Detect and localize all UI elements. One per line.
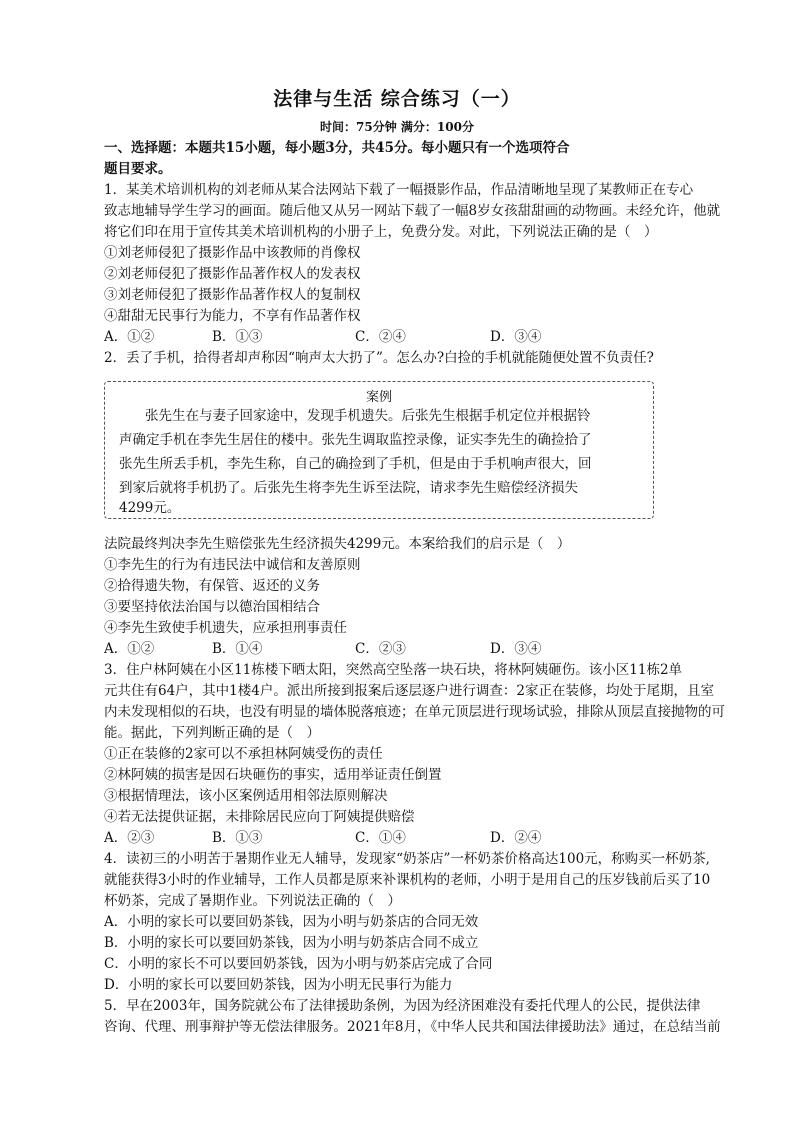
case-box [104, 381, 654, 519]
q3-option-b[interactable]: B．①③ [212, 830, 263, 846]
q5-stem-line: 咨询、代理、刑事辩护等无偿法律服务。2021年8月，《中华人民共和国法律援助法》通过，在总结当前 [104, 1019, 721, 1035]
case-text-line: 张先生所丢手机，李先生称，自己的确捡到了手机，但是由于手机响声很大，回 [119, 456, 592, 472]
q1-option-d[interactable]: D．③④ [490, 329, 542, 345]
q4-stem-line: 4．读初三的小明苦于暑期作业无人辅导，发现家“奶茶店”一杯奶茶价格高达100元，称购买一杯奶茶, [104, 851, 710, 867]
q1-item: ④甜甜无民事行为能力，不享有作品著作权 [104, 308, 361, 324]
q4-option-a[interactable]: A．小明的家长可以要回奶茶钱，因为小明与奶茶店的合同无效 [104, 914, 479, 930]
q1-option-b[interactable]: B．①③ [212, 329, 263, 345]
q4-option-c[interactable]: C．小明的家长不可以要回奶茶钱，因为小明与奶茶店完成了合同 [104, 956, 493, 972]
q3-item: ①正在装修的2家可以不承担林阿姨受伤的责任 [104, 746, 383, 762]
q2-item: ②拾得遗失物，有保管、返还的义务 [104, 578, 320, 594]
page-title: 法律与生活 综合练习（一） [273, 88, 521, 110]
q1-stem-line: 1．某美术培训机构的刘老师从某合法网站下载了一幅摄影作品，作品清晰地呈现了某教师正在专心 [104, 182, 694, 198]
q1-option-a[interactable]: A．①② [104, 329, 155, 345]
case-text-line: 张先生在与妻子回家途中，发现手机遗失。后张先生根据手机定位并根据铃 [145, 408, 591, 424]
q3-stem-line: 3．住户林阿姨在小区11栋楼下晒太阳，突然高空坠落一块石块，将林阿姨砸伤。该小区11栋2单 [104, 662, 683, 678]
q3-item: ②林阿姨的损害是因石块砸伤的事实，适用举证责任倒置 [104, 767, 442, 783]
section-heading-cont: 题目要求。 [104, 161, 172, 177]
q4-stem-line: 就能获得3小时的作业辅导，工作人员都是原来补课机构的老师，小明于是用自己的压岁钱前后买了10 [104, 872, 711, 888]
q1-item: ②刘老师侵犯了摄影作品著作权人的发表权 [104, 266, 361, 282]
case-text-line: 到家后就将手机扔了。后张先生将李先生诉至法院，请求李先生赔偿经济损失 [119, 480, 578, 496]
q3-option-c[interactable]: C．①④ [355, 830, 406, 846]
q2-option-d[interactable]: D．③④ [490, 641, 542, 657]
q4-option-b[interactable]: B．小明的家长可以要回奶茶钱，因为小明与奶茶店合同不成立 [104, 935, 479, 951]
q1-stem-line: 将它们印在用于宣传其美术培训机构的小册子上，免费分发。对此，下列说法正确的是（ ） [104, 224, 658, 240]
q1-item: ③刘老师侵犯了摄影作品著作权人的复制权 [104, 287, 361, 303]
q5-stem-line: 5．早在2003年，国务院就公布了法律援助条例，为因为经济困难没有委托代理人的公民，提供法律 [104, 998, 701, 1014]
case-title: 案例 [365, 390, 392, 405]
q2-item: ①李先生的行为有违民法中诚信和友善原则 [104, 557, 361, 573]
exam-time-score: 时间：75分钟 满分：100分 [320, 120, 474, 134]
q3-item: ③根据情理法，该小区案例适用相邻法原则解决 [104, 788, 388, 804]
q3-stem-line: 内未发现相似的石块，也没有明显的墙体脱落痕迹；在单元顶层进行现场试验，排除从顶层直接抛物的可 [104, 704, 725, 720]
q2-option-a[interactable]: A．①② [104, 641, 155, 657]
section-heading: 一、选择题：本题共15小题，每小题3分，共45分。每小题只有一个选项符合 [104, 140, 570, 156]
q2-option-c[interactable]: C．②③ [355, 641, 406, 657]
q3-option-d[interactable]: D．②④ [490, 830, 542, 846]
q1-item: ①刘老师侵犯了摄影作品中该教师的肖像权 [104, 245, 361, 261]
q4-stem-line: 杯奶茶，完成了暑期作业。下列说法正确的（ ） [104, 893, 401, 909]
q2-stem: 2．丢了手机，拾得者却声称因“响声太大扔了”。怎么办?白捡的手机就能随便处置不负责任? [104, 350, 654, 366]
q3-stem-line: 能。据此，下列判断正确的是（ ） [104, 725, 320, 741]
q2-item: ④李先生致使手机遗失，应承担刑事责任 [104, 620, 347, 636]
q2-item: ③要坚持依法治国与以德治国相结合 [104, 599, 320, 615]
q1-stem-line: 致志地辅导学生学习的画面。随后他又从另一网站下载了一幅8岁女孩甜甜画的动物画。未经允许，他就 [104, 203, 721, 219]
q1-option-c[interactable]: C．②④ [355, 329, 406, 345]
q2-after: 法院最终判决李先生赔偿张先生经济损失4299元。本案给我们的启示是（ ） [104, 536, 571, 552]
case-text-line: 4299元。 [119, 500, 181, 516]
q3-item: ④若无法提供证据，未排除居民应向丁阿姨提供赔偿 [104, 809, 415, 825]
q2-option-b[interactable]: B．①④ [212, 641, 263, 657]
q4-option-d[interactable]: D．小明的家长可以要回奶茶钱，因为小明无民事行为能力 [104, 977, 453, 993]
q3-option-a[interactable]: A．②③ [104, 830, 155, 846]
case-text-line: 声确定手机在李先生居住的楼中。张先生调取监控录像，证实李先生的确捡拾了 [119, 432, 592, 448]
q3-stem-line: 元共住有64户，其中1楼4户。派出所接到报案后逐层逐户进行调查：2家正在装修，均处于尾期，且室 [104, 683, 714, 699]
